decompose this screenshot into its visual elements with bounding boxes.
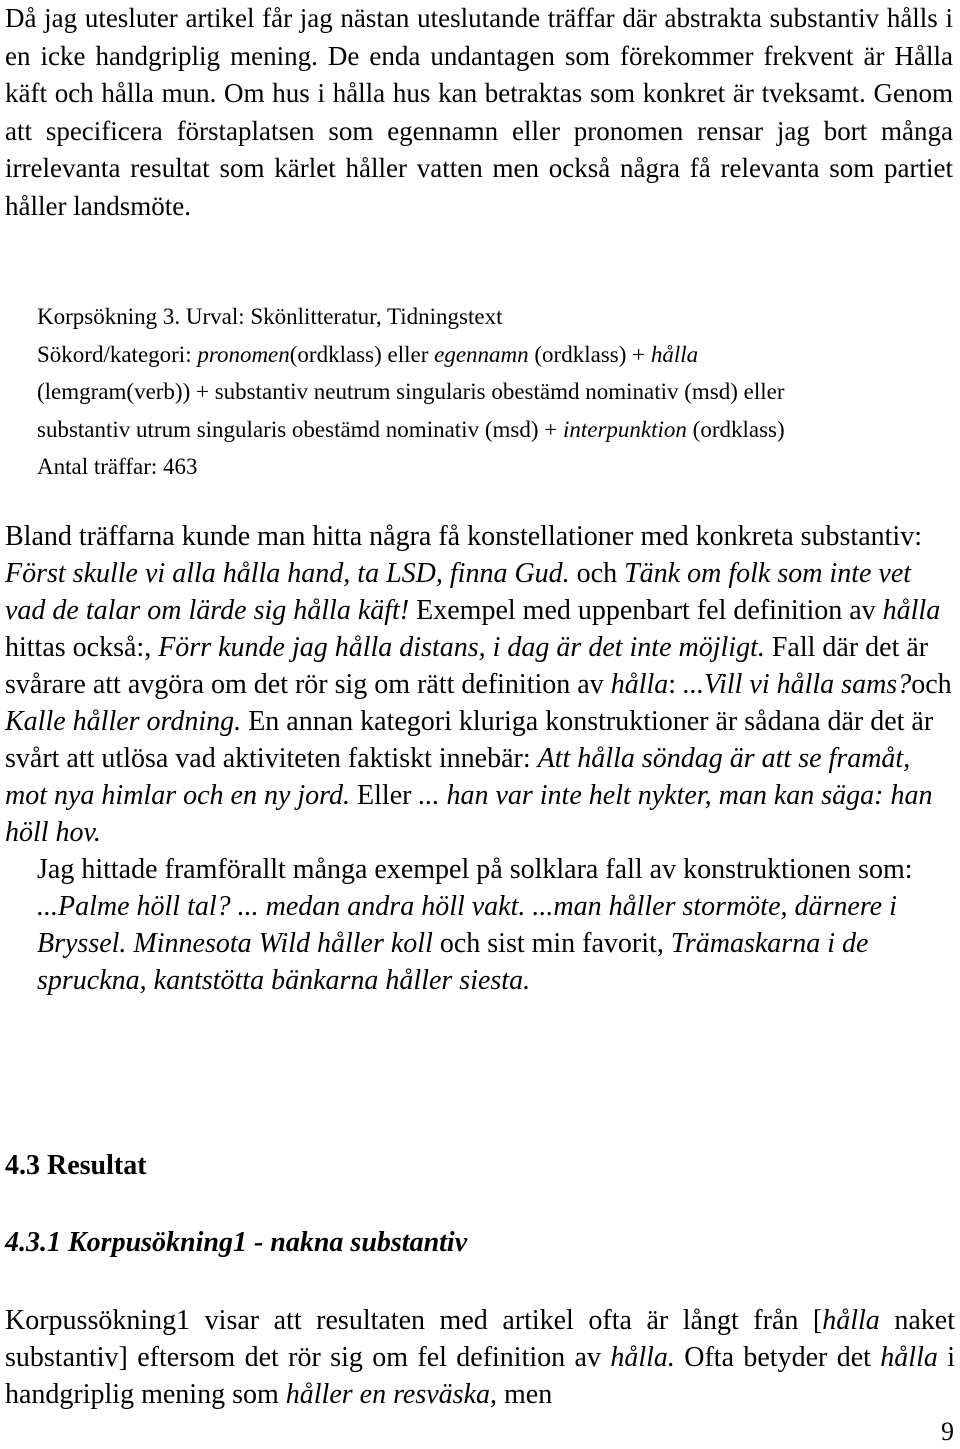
text-run: hittas också:, [5,632,159,663]
search-term: egennamn [434,341,529,367]
example-quote: Först skulle vi alla hålla hand, ta LSD, finna Gud. [5,558,570,589]
search-query-line [37,411,955,449]
examples-text-2 [5,851,955,999]
text-run: Korpussökning1 visar att resultaten med artikel ofta är långt från [ [5,1305,823,1336]
example-quote: hålla [610,669,669,700]
examples-text [5,518,955,851]
example-quote: Tänk om folk som inte vet vad de talar om lärde sig hålla käft! [5,558,912,626]
text-run: Eller [350,780,419,811]
example-quote: hålla. [610,1342,675,1373]
example-quote: hålla [880,1342,938,1373]
search-title: Korpsökning 3. Urval: Skönlitteratur, Tidningstext [37,304,503,329]
text-run: och sist min favorit, [432,928,671,959]
example-quote: hålla [822,1305,880,1336]
example-quote: Att hålla söndag är att se framåt, mot nya himlar och en ny jord. [5,743,911,811]
text-run: : [668,669,684,700]
paragraph-examples [5,518,955,999]
text-run: En annan kategori kluriga konstruktioner är sådana där det är svårt att utlösa vad aktiviteten faktiskt innebär: [5,706,934,774]
example-quote: hålla [882,595,941,626]
example-quote: håller en resväska, [285,1379,498,1410]
page-number: 9 [941,1417,954,1446]
text-run: Jag hittade framförallt många exempel på solklara fall av konstruktionen som: [37,854,913,885]
text-run: och [911,669,952,700]
search-hit-count: Antal träffar: 463 [37,454,198,480]
text-run: i handgriplig mening som [5,1342,956,1410]
section-heading: 4.3 Resultat [5,1150,147,1181]
search-text: (ordklass) + [528,341,651,367]
search-term: pronomen [197,341,290,367]
example-quote: Kalle håller ordning. [5,706,242,737]
search-query-line: (lemgram(verb)) + substantiv neutrum singularis obestämd nominativ (msd) eller [37,379,785,405]
example-quote: Trämaskarna i de spruckna, kantstötta bänkarna håller siesta. [37,928,869,996]
text-run: Fall där det är svårare att avgöra om det rör sig om rätt definition av [5,632,929,700]
example-quote: ... han var inte helt nykter, man kan säga: han höll hov. [5,780,933,848]
text-run: naket substantiv] eftersom det rör sig om fel definition av [5,1305,955,1373]
text-run: Ofta betyder det [674,1342,881,1373]
paragraph-intro [5,0,953,225]
search-term: interpunktion [562,416,687,442]
text-run: Bland träffarna kunde man hitta några få konstellationer med konkreta substantiv: [5,521,922,552]
text-run: och [569,558,625,589]
corpus-search-block [37,298,955,486]
subsection-heading: 4.3.1 Korpusökning1 - nakna substantiv [5,1227,468,1258]
text-run: Exempel med uppenbart fel definition av [409,595,883,626]
paragraph-results [5,1302,955,1413]
search-text: (ordklass) [686,416,785,442]
paragraph-intro-text: Då jag utesluter artikel får jag nästan uteslutande träffar där abstrakta substantiv hålls i en icke handgriplig mening. De enda undantagen som förekommer frekvent är Hålla käft och hålla mun. Om hus i hålla hus kan betraktas som konkret är tveksamt. Genom att specificera förstaplatsen som egennamn eller pronomen rensar jag bort många irrelevanta resultat som kärlet håller vatten men också några få relevanta som partiet håller landsmöte. [5,3,953,221]
search-term: hålla [650,341,699,367]
example-quote: Förr kunde jag hålla distans, i dag är det inte möjligt. [158,632,765,663]
search-text: substantiv utrum singularis obestämd nominativ (msd) + [37,416,563,442]
text-run: men [497,1379,553,1410]
example-quote: ...Vill vi hålla sams? [683,669,912,700]
example-quote: ...Palme höll tal? ... medan andra höll vakt. ...man håller stormöte, därnere i Bryssel. Minnesota Wild håller koll [37,891,897,959]
search-text: (ordklass) eller [289,341,435,367]
search-query-label: Sökord/kategori: [37,341,198,367]
search-query-line [37,336,955,374]
